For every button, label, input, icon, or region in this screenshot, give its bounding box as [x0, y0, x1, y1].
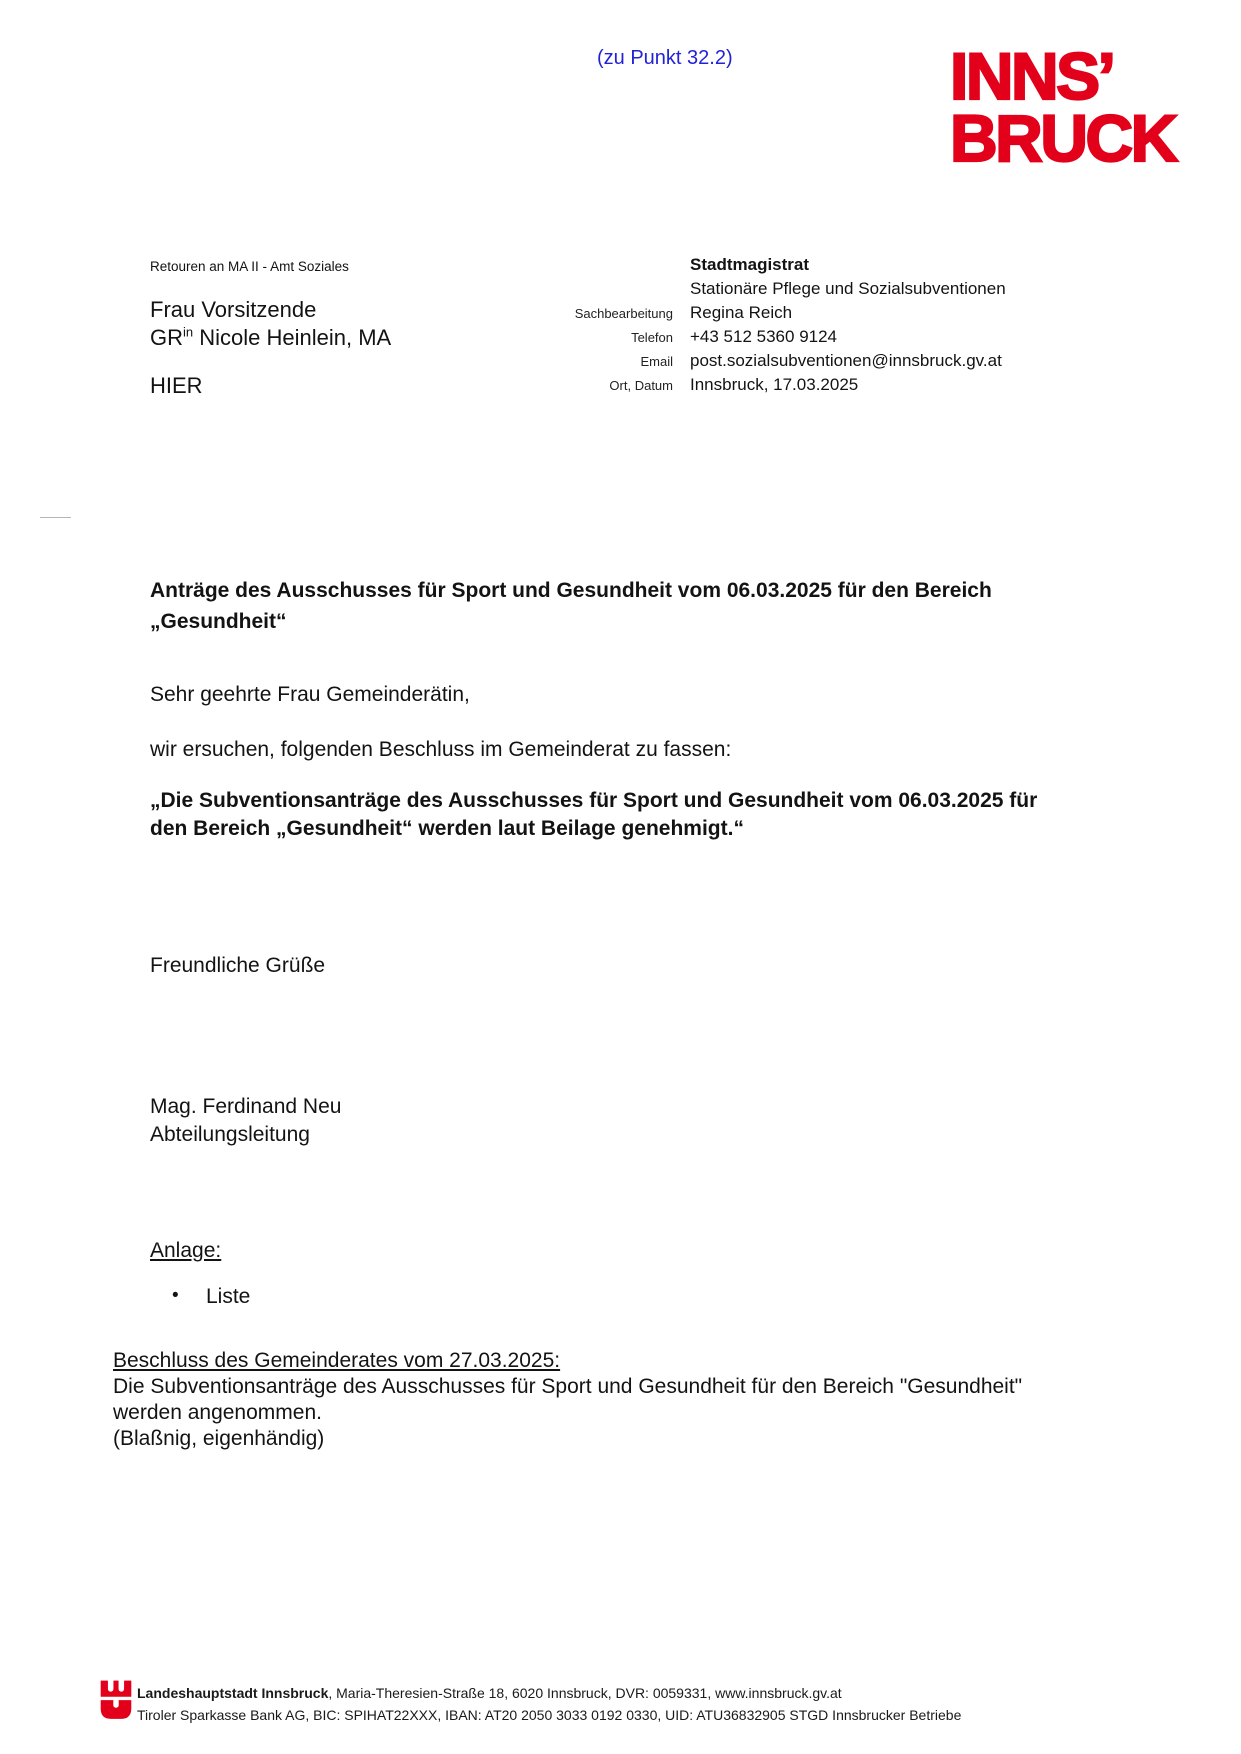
logo-line-1: INNS’ — [950, 39, 1114, 113]
fold-mark — [40, 517, 71, 518]
sender-email-address: post.sozialsubventionen@innsbruck.gv.at — [690, 351, 1002, 370]
decision-heading: Beschluss des Gemeinderates vom 27.03.2025: — [113, 1349, 561, 1372]
decision-line-1: Die Subventionsanträge des Ausschusses für Sport und Gesundheit für den Bereich "Gesundheit" — [113, 1375, 1023, 1398]
sender-label-telefon: Telefon — [631, 330, 673, 345]
innsbruck-coat-of-arms-icon — [99, 1680, 133, 1722]
decision-line-2: werden angenommen. — [113, 1401, 322, 1424]
recipient-title-superscript: in — [183, 324, 194, 340]
sender-row-date — [480, 375, 1180, 399]
sender-department: Stationäre Pflege und Sozialsubventionen — [690, 279, 1006, 298]
sender-label-ort-datum: Ort, Datum — [609, 378, 673, 393]
salutation: Sehr geehrte Frau Gemeinderätin, — [150, 683, 470, 706]
recipient-line-1: Frau Vorsitzende — [150, 297, 317, 322]
council-decision-block — [113, 1348, 1022, 1452]
footer — [137, 1682, 961, 1726]
subject-line-1: Anträge des Ausschusses für Sport und Gesundheit vom 06.03.2025 für den Bereich — [150, 579, 992, 602]
request-line: wir ersuchen, folgenden Beschluss im Gemeinderat zu fassen: — [150, 738, 732, 761]
recipient-title: GR — [150, 325, 183, 350]
signer-name: Mag. Ferdinand Neu — [150, 1095, 342, 1118]
reference-note: (zu Punkt 32.2) — [597, 47, 733, 69]
sender-row-phone — [480, 327, 1180, 351]
sender-row-clerk — [480, 303, 1180, 327]
recipient-line-2 — [150, 324, 391, 352]
signer-role: Abteilungsleitung — [150, 1123, 310, 1146]
footer-line-1 — [137, 1682, 961, 1704]
return-address-note: Retouren an MA II - Amt Soziales — [150, 259, 349, 274]
recipient-place: HIER — [150, 373, 203, 398]
resolution-paragraph — [150, 787, 1037, 843]
innsbruck-logo — [950, 39, 1176, 175]
resolution-line-2: den Bereich „Gesundheit“ werden laut Beilage genehmigt.“ — [150, 817, 744, 840]
sender-label-email: Email — [640, 354, 673, 369]
sender-row-department — [480, 279, 1180, 303]
footer-city-name: Landeshauptstadt Innsbruck — [137, 1685, 329, 1701]
footer-address: , Maria-Theresien-Straße 18, 6020 Innsbruck, DVR: 0059331, www.innsbruck.gv.at — [328, 1685, 842, 1701]
sender-org: Stadtmagistrat — [690, 255, 810, 274]
sender-place-date: Innsbruck, 17.03.2025 — [690, 375, 859, 394]
bullet-icon: • — [172, 1285, 179, 1306]
footer-line-2: Tiroler Sparkasse Bank AG, BIC: SPIHAT22XXX, IBAN: AT20 2050 3033 0192 0330, UID: ATU36832905 STGD Innsbrucker Betriebe — [137, 1707, 962, 1723]
recipient-name: Nicole Heinlein, MA — [193, 325, 392, 350]
subject-line-2: „Gesundheit“ — [150, 610, 287, 633]
resolution-line-1: „Die Subventionsanträge des Ausschusses für Sport und Gesundheit vom 06.03.2025 für — [150, 789, 1038, 812]
sender-clerk-name: Regina Reich — [690, 303, 793, 322]
signature-block — [150, 1093, 341, 1149]
sender-phone-number: +43 512 5360 9124 — [690, 327, 838, 346]
sender-contact-block — [480, 255, 1180, 399]
logo-line-2: BRUCK — [950, 101, 1176, 175]
closing-salute: Freundliche Grüße — [150, 954, 326, 977]
attachment-list-item — [172, 1285, 250, 1309]
decision-line-3: (Blaßnig, eigenhändig) — [113, 1427, 325, 1450]
attachment-item-label: Liste — [206, 1285, 251, 1308]
attachment-heading: Anlage: — [150, 1239, 222, 1262]
sender-row-email — [480, 351, 1180, 375]
recipient-address — [150, 296, 391, 352]
sender-label-sachbearbeitung: Sachbearbeitung — [574, 306, 673, 321]
subject-heading — [150, 575, 992, 637]
sender-row-org — [480, 255, 1180, 279]
